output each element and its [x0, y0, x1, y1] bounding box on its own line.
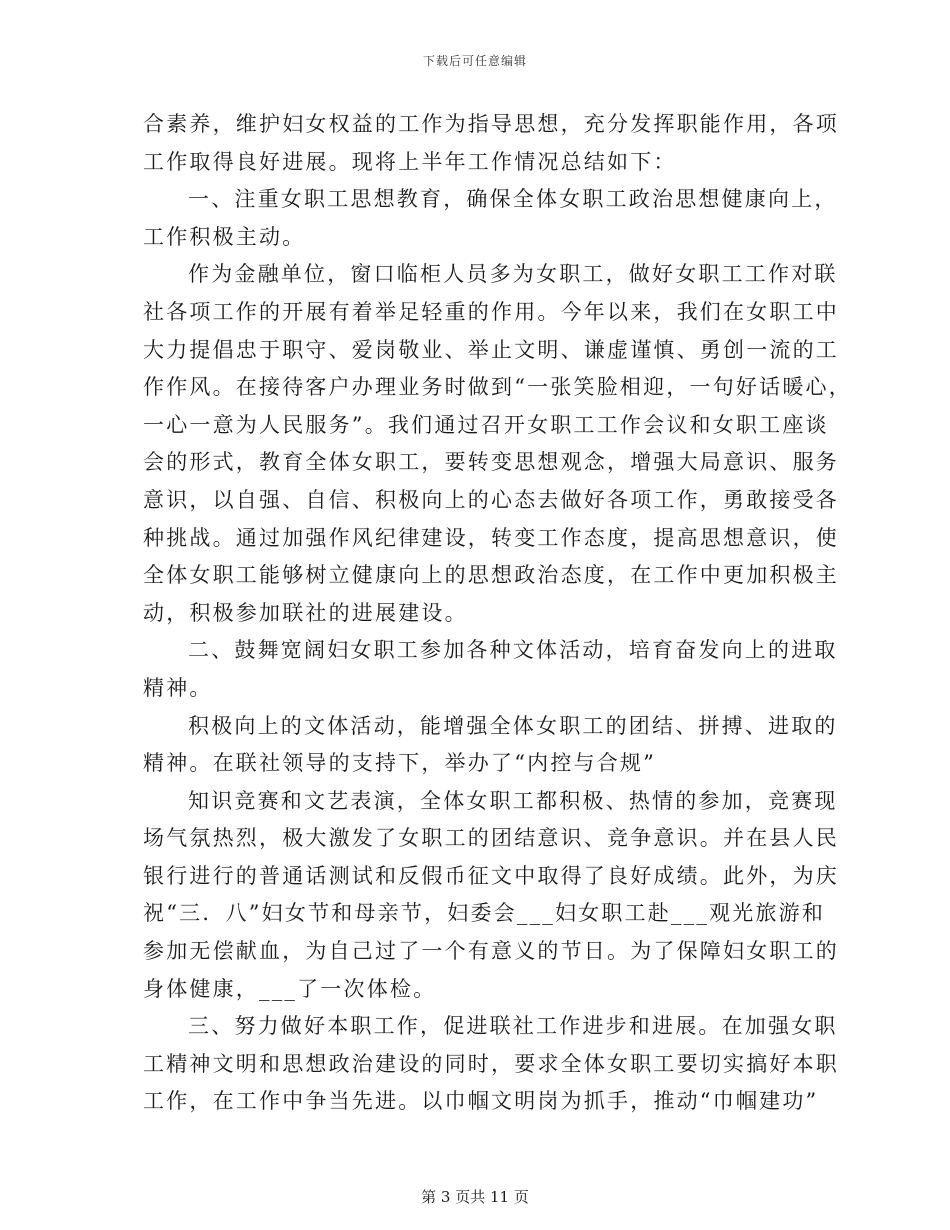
text-line: 工作取得良好进展。现将上半年工作情况总结如下： — [143, 149, 677, 174]
text-line: 全体女职工能够树立健康向上的思想政治态度，在工作中更加积极主 — [143, 563, 839, 588]
text-line: 三、努力做好本职工作，促进联社工作进步和进展。在加强女职 — [188, 1014, 838, 1039]
text-line: 积极向上的文体活动，能增强全体女职工的团结、拼搏、进取的 — [188, 713, 838, 738]
text-line: 参加无偿献血，为自己过了一个有意义的节日。为了保障妇女职工的 — [143, 939, 839, 964]
document-body — [143, 106, 852, 1121]
text-line: 会的形式，教育全体女职工，要转变思想观念，增强大局意识、服务 — [143, 450, 839, 475]
text-line: 工作积极主动。 — [143, 224, 306, 249]
text-line: 精神。在联社领导的支持下，举办了“内控与合规” — [143, 751, 657, 776]
text-line: 大力提倡忠于职守、爱岗敬业、举止文明、谦虚谨慎、勇创一流的工 — [143, 337, 839, 362]
text-line: 工精神文明和思想政治建设的同时，要求全体女职工要切实搞好本职 — [143, 1051, 839, 1076]
text-line: 二、鼓舞宽阔妇女职工参加各种文体活动，培育奋发向上的进取 — [188, 638, 838, 663]
text-line: 意识，以自强、自信、积极向上的心态去做好各项工作，勇敢接受各 — [143, 487, 839, 512]
text-line: 祝“三．八”妇女节和母亲节，妇委会___妇女职工赴___观光旅游和 — [143, 901, 826, 926]
page-header: 下载后可任意编辑 — [422, 54, 527, 68]
text-line: 场气氛热烈，极大激发了女职工的团结意识、竞争意识。并在县人民 — [143, 826, 839, 851]
text-line: 身体健康，___了一次体检。 — [143, 976, 437, 1001]
text-line: 作作风。在接待客户办理业务时做到“一张笑脸相迎，一句好话暖心， — [143, 375, 852, 400]
text-line: 知识竞赛和文艺表演，全体女职工都积极、热情的参加，竞赛现 — [188, 788, 838, 813]
text-line: 种挑战。通过加强作风纪律建设，转变工作态度，提高思想意识，使 — [143, 525, 839, 550]
text-line: 社各项工作的开展有着举足轻重的作用。今年以来，我们在女职工中 — [143, 299, 839, 324]
text-line: 作为金融单位，窗口临柜人员多为女职工，做好女职工工作对联 — [188, 262, 838, 287]
page-number: 第 3 页共 11 页 — [421, 1188, 529, 1206]
text-line: 动，积极参加联社的进展建设。 — [143, 600, 468, 625]
text-line: 一心一意为人民服务”。我们通过召开女职工工作会议和女职工座谈 — [143, 412, 829, 437]
text-line: 银行进行的普通话测试和反假币征文中取得了良好成绩。此外，为庆 — [143, 863, 839, 888]
text-line: 一、注重女职工思想教育，确保全体女职工政治思想健康向上， — [188, 187, 838, 212]
text-line: 精神。 — [143, 675, 213, 700]
text-line: 合素养，维护妇女权益的工作为指导思想，充分发挥职能作用，各项 — [143, 112, 839, 136]
text-line: 工作，在工作中争当先进。以巾帼文明岗为抓手，推动“巾帼建功” — [143, 1089, 819, 1114]
